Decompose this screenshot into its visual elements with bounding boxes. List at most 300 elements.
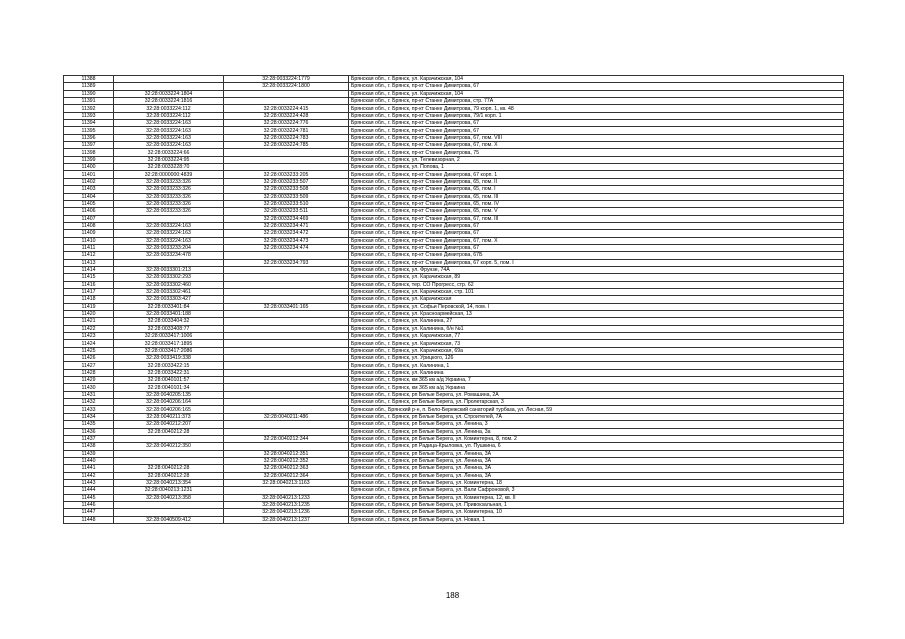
object-cadastral-number-cell xyxy=(224,296,349,303)
table-row xyxy=(64,288,844,295)
object-cadastral-number-cell: 32:28:0033224:776 xyxy=(224,120,349,127)
row-number-cell: 11398 xyxy=(64,149,114,156)
row-number-cell: 11417 xyxy=(64,288,114,295)
row-number-cell: 11432 xyxy=(64,399,114,406)
land-cadastral-number-cell: 32:28:0040212:28 xyxy=(114,465,224,472)
row-number-cell: 11434 xyxy=(64,413,114,420)
land-cadastral-number-cell: 32:28:0040509:412 xyxy=(114,516,224,523)
object-cadastral-number-cell xyxy=(224,369,349,376)
address-cell: Брянская обл., г. Брянск, рп Белые Берега, ул. Ленина, 3А xyxy=(349,465,844,472)
land-cadastral-number-cell: 32:28:0033224:163 xyxy=(114,142,224,149)
row-number-cell: 11410 xyxy=(64,237,114,244)
object-cadastral-number-cell: 32:28:0033401:165 xyxy=(224,303,349,310)
table-row xyxy=(64,465,844,472)
row-number-cell: 11430 xyxy=(64,384,114,391)
land-cadastral-number-cell: 32:28:0033233:326 xyxy=(114,193,224,200)
address-cell: Брянская обл., г. Брянск, рп Белые Берега, ул. Вали Сафроновой, 3 xyxy=(349,487,844,494)
row-number-cell: 11429 xyxy=(64,377,114,384)
row-number-cell: 11437 xyxy=(64,435,114,442)
address-cell: Брянская обл., г. Брянск, пр-кт Станке Димитрова, 65, пом. IV xyxy=(349,200,844,207)
object-cadastral-number-cell xyxy=(224,399,349,406)
object-cadastral-number-cell: 32:28:0040212:363 xyxy=(224,465,349,472)
address-cell: Брянская обл., г. Брянск, рп Белые Берега, ул. Новая, 1 xyxy=(349,516,844,523)
object-cadastral-number-cell: 32:28:0040213:1163 xyxy=(224,479,349,486)
table-row xyxy=(64,333,844,340)
row-number-cell: 11402 xyxy=(64,178,114,185)
object-cadastral-number-cell xyxy=(224,355,349,362)
address-cell: Брянская обл., г. Брянск, ул. Софьи Перовской, 14, пом. I xyxy=(349,303,844,310)
land-cadastral-number-cell xyxy=(114,215,224,222)
address-cell: Брянская обл., г. Брянск, пр-кт Станке Димитрова, 67 xyxy=(349,83,844,90)
address-cell: Брянская обл., г. Брянск, пр-кт Станке Димитрова, 67 xyxy=(349,222,844,229)
land-cadastral-number-cell: 32:28:0033422:31 xyxy=(114,369,224,376)
object-cadastral-number-cell xyxy=(224,333,349,340)
address-cell: Брянская обл., г. Брянск, км 365 км а/д Украина, 7 xyxy=(349,377,844,384)
row-number-cell: 11408 xyxy=(64,222,114,229)
land-cadastral-number-cell: 32:28:0040101:34 xyxy=(114,384,224,391)
table-row xyxy=(64,186,844,193)
table-row xyxy=(64,340,844,347)
land-cadastral-number-cell: 32:28:0040212:28 xyxy=(114,472,224,479)
land-cadastral-number-cell: 32:28:0033422:15 xyxy=(114,362,224,369)
row-number-cell: 11414 xyxy=(64,266,114,273)
address-cell: Брянская обл., г. Брянск, рп Белые Берега, ул. Ромашина, 2А xyxy=(349,391,844,398)
land-cadastral-number-cell: 32:28:0033224:112 xyxy=(114,112,224,119)
address-cell: Брянская обл., Брянский р-н, п. Бело-Бережский санаторий турбаза, ул. Лесная, 59 xyxy=(349,406,844,413)
object-cadastral-number-cell xyxy=(224,406,349,413)
land-cadastral-number-cell: 32:28:0033234:478 xyxy=(114,252,224,259)
object-cadastral-number-cell: 32:28:0033233:509 xyxy=(224,193,349,200)
table-row xyxy=(64,164,844,171)
row-number-cell: 11405 xyxy=(64,200,114,207)
row-number-cell: 11448 xyxy=(64,516,114,523)
row-number-cell: 11446 xyxy=(64,501,114,508)
object-cadastral-number-cell xyxy=(224,377,349,384)
row-number-cell: 11444 xyxy=(64,487,114,494)
row-number-cell: 11389 xyxy=(64,83,114,90)
row-number-cell: 11428 xyxy=(64,369,114,376)
address-cell: Брянская обл., г. Брянск, ул. Калинина, б/н №1 xyxy=(349,325,844,332)
object-cadastral-number-cell: 32:28:0040212:364 xyxy=(224,472,349,479)
land-cadastral-number-cell: 32:28:0033224:163 xyxy=(114,230,224,237)
object-cadastral-number-cell: 32:28:0040212:351 xyxy=(224,450,349,457)
land-cadastral-number-cell: 32:28:0033233:326 xyxy=(114,208,224,215)
table-row xyxy=(64,171,844,178)
address-cell: Брянская обл., г. Брянск, ул. Фрунзе, 74А xyxy=(349,266,844,273)
object-cadastral-number-cell: 32:28:0040212:344 xyxy=(224,435,349,442)
address-cell: Брянская обл., г. Брянск, пр-кт Станке Димитрова, 67 корп. 1 xyxy=(349,171,844,178)
land-cadastral-number-cell: 32:28:0000000:4839 xyxy=(114,171,224,178)
object-cadastral-number-cell: 32:28:0033233:507 xyxy=(224,178,349,185)
object-cadastral-number-cell xyxy=(224,90,349,97)
row-number-cell: 11399 xyxy=(64,156,114,163)
address-cell: Брянская обл., г. Брянск, пр-кт Станке Димитрова, 67 корп. 5, пом. I xyxy=(349,259,844,266)
table-row xyxy=(64,156,844,163)
table-row xyxy=(64,501,844,508)
address-cell: Брянская обл., г. Брянск, рп Белые Берега, ул. Строителей, 7А xyxy=(349,413,844,420)
address-cell: Брянская обл., г. Брянск, пр-кт Станке Димитрова, 79 корп. 1, кв. 48 xyxy=(349,105,844,112)
land-cadastral-number-cell: 32:28:0033224:163 xyxy=(114,237,224,244)
object-cadastral-number-cell: 32:28:0040213:1233 xyxy=(224,494,349,501)
address-cell: Брянская обл., г. Брянск, пр-кт Станке Димитрова, 67, пом. VIII xyxy=(349,134,844,141)
object-cadastral-number-cell xyxy=(224,443,349,450)
row-number-cell: 11407 xyxy=(64,215,114,222)
row-number-cell: 11445 xyxy=(64,494,114,501)
table-row xyxy=(64,311,844,318)
land-cadastral-number-cell: 32:28:0033224:95 xyxy=(114,156,224,163)
land-cadastral-number-cell: 32:28:0033224:66 xyxy=(114,149,224,156)
row-number-cell: 11401 xyxy=(64,171,114,178)
address-cell: Брянская обл., г. Брянск, ул. Красноармейская, 13 xyxy=(349,311,844,318)
object-cadastral-number-cell xyxy=(224,421,349,428)
land-cadastral-number-cell: 32:28:0033233:326 xyxy=(114,200,224,207)
address-cell: Брянская обл., г. Брянск, ул. Попова, 1 xyxy=(349,164,844,171)
register-table-body xyxy=(64,76,844,524)
table-row xyxy=(64,296,844,303)
land-cadastral-number-cell: 32:28:0040212:207 xyxy=(114,421,224,428)
address-cell: Брянская обл., г. Брянск, пр-кт Станке Димитрова, 65, пом. I xyxy=(349,186,844,193)
row-number-cell: 11423 xyxy=(64,333,114,340)
object-cadastral-number-cell xyxy=(224,252,349,259)
object-cadastral-number-cell: 32:28:0033224:1779 xyxy=(224,76,349,83)
land-cadastral-number-cell xyxy=(114,76,224,83)
land-cadastral-number-cell: 32:28:0033224:163 xyxy=(114,222,224,229)
table-row xyxy=(64,120,844,127)
row-number-cell: 11413 xyxy=(64,259,114,266)
row-number-cell: 11431 xyxy=(64,391,114,398)
address-cell: Брянская обл., г. Брянск, ул. Карачижская, 77 xyxy=(349,333,844,340)
table-row xyxy=(64,428,844,435)
row-number-cell: 11412 xyxy=(64,252,114,259)
land-cadastral-number-cell: 32:28:0033224:112 xyxy=(114,105,224,112)
land-cadastral-number-cell: 32:28:0033224:163 xyxy=(114,120,224,127)
table-row xyxy=(64,266,844,273)
land-cadastral-number-cell: 32:28:0033228:70 xyxy=(114,164,224,171)
land-cadastral-number-cell: 32:28:0033233:326 xyxy=(114,186,224,193)
row-number-cell: 11418 xyxy=(64,296,114,303)
land-cadastral-number-cell xyxy=(114,435,224,442)
address-cell: Брянская обл., г. Брянск, рп Белые Берега, ул. Ленина, 3А xyxy=(349,450,844,457)
object-cadastral-number-cell: 32:28:0033224:428 xyxy=(224,112,349,119)
row-number-cell: 11420 xyxy=(64,311,114,318)
address-cell: Брянская обл., г. Брянск, рп Белые Берега, ул. Ленина, 3А xyxy=(349,472,844,479)
address-cell: Брянская обл., г. Брянск, рп Белые Берега, ул. Коминтерна, 12, кв. II xyxy=(349,494,844,501)
address-cell: Брянская обл., г. Брянск, пр-кт Станке Димитрова, 67 xyxy=(349,120,844,127)
land-cadastral-number-cell: 32:28:0033302:293 xyxy=(114,274,224,281)
table-row xyxy=(64,222,844,229)
land-cadastral-number-cell xyxy=(114,457,224,464)
table-row xyxy=(64,193,844,200)
land-cadastral-number-cell: 32:28:0033224:1804 xyxy=(114,90,224,97)
table-row xyxy=(64,98,844,105)
table-row xyxy=(64,83,844,90)
table-row xyxy=(64,413,844,420)
address-cell: Брянская обл., г. Брянск, пр-кт Станке Димитрова, стр. 77А xyxy=(349,98,844,105)
object-cadastral-number-cell: 32:28:0033233:511 xyxy=(224,208,349,215)
land-cadastral-number-cell: 32:28:0033302:461 xyxy=(114,288,224,295)
address-cell: Брянская обл., г. Брянск, рп Белые Берега, ул. Коминтерна, 10 xyxy=(349,509,844,516)
object-cadastral-number-cell xyxy=(224,340,349,347)
row-number-cell: 11419 xyxy=(64,303,114,310)
row-number-cell: 11396 xyxy=(64,134,114,141)
object-cadastral-number-cell xyxy=(224,318,349,325)
object-cadastral-number-cell: 32:28:0040213:1236 xyxy=(224,509,349,516)
land-cadastral-number-cell: 32:28:0040212:28 xyxy=(114,428,224,435)
land-cadastral-number-cell xyxy=(114,83,224,90)
object-cadastral-number-cell xyxy=(224,428,349,435)
address-cell: Брянская обл., г. Брянск, ул. Урицкого, 126 xyxy=(349,355,844,362)
address-cell: Брянская обл., г. Брянск, пр-кт Станке Димитрова, 65, пом. II xyxy=(349,178,844,185)
land-cadastral-number-cell: 32:28:0033408:77 xyxy=(114,325,224,332)
land-cadastral-number-cell: 32:28:0033301:213 xyxy=(114,266,224,273)
land-cadastral-number-cell: 32:28:0040212:350 xyxy=(114,443,224,450)
address-cell: Брянская обл., г. Брянск, пр-кт Станке Димитрова, 65, пом. III xyxy=(349,193,844,200)
table-row xyxy=(64,259,844,266)
object-cadastral-number-cell xyxy=(224,164,349,171)
land-cadastral-number-cell: 32:28:0040206:165 xyxy=(114,406,224,413)
address-cell: Брянская обл., г. Брянск, ул. Карачижская, 104 xyxy=(349,90,844,97)
row-number-cell: 11425 xyxy=(64,347,114,354)
row-number-cell: 11427 xyxy=(64,362,114,369)
object-cadastral-number-cell xyxy=(224,156,349,163)
object-cadastral-number-cell xyxy=(224,149,349,156)
address-cell: Брянская обл., г. Брянск, пр-кт Станке Димитрова, 67 xyxy=(349,230,844,237)
table-row xyxy=(64,494,844,501)
land-cadastral-number-cell: 32:28:0040205:135 xyxy=(114,391,224,398)
table-row xyxy=(64,399,844,406)
row-number-cell: 11394 xyxy=(64,120,114,127)
table-row xyxy=(64,252,844,259)
table-row xyxy=(64,377,844,384)
object-cadastral-number-cell: 32:28:0033233:510 xyxy=(224,200,349,207)
address-cell: Брянская обл., г. Брянск, ул. Карачижская xyxy=(349,296,844,303)
table-row xyxy=(64,178,844,185)
land-cadastral-number-cell: 32:28:0040213:1231 xyxy=(114,487,224,494)
object-cadastral-number-cell: 32:28:0033234:471 xyxy=(224,222,349,229)
table-row xyxy=(64,76,844,83)
land-cadastral-number-cell: 32:28:0040101:57 xyxy=(114,377,224,384)
object-cadastral-number-cell xyxy=(224,288,349,295)
row-number-cell: 11440 xyxy=(64,457,114,464)
land-cadastral-number-cell: 32:28:0033224:1816 xyxy=(114,98,224,105)
table-row xyxy=(64,355,844,362)
table-row xyxy=(64,134,844,141)
object-cadastral-number-cell: 32:28:0033234:793 xyxy=(224,259,349,266)
address-cell: Брянская обл., г. Брянск, рп Белые Берега, ул. Привокзальная, 1 xyxy=(349,501,844,508)
row-number-cell: 11392 xyxy=(64,105,114,112)
address-cell: Брянская обл., г. Брянск, пр-кт Станке Димитрова, 65, пом. V xyxy=(349,208,844,215)
row-number-cell: 11441 xyxy=(64,465,114,472)
address-cell: Брянская обл., г. Брянск, ул. Телевизорная, 2 xyxy=(349,156,844,163)
address-cell: Брянская обл., г. Брянск, пр-кт Станке Димитрова, 75 xyxy=(349,149,844,156)
address-cell: Брянская обл., г. Брянск, ул. Калинина xyxy=(349,369,844,376)
land-cadastral-number-cell: 32:28:0033417:1006 xyxy=(114,333,224,340)
object-cadastral-number-cell: 32:28:0033234:469 xyxy=(224,215,349,222)
table-row xyxy=(64,215,844,222)
table-row xyxy=(64,244,844,251)
address-cell: Брянская обл., г. Брянск, рп Белые Берега, ул. Коминтерна, 18 xyxy=(349,479,844,486)
land-cadastral-number-cell: 32:28:0040213:358 xyxy=(114,494,224,501)
address-cell: Брянская обл., г. Брянск, пр-кт Станке Димитрова, 67 xyxy=(349,244,844,251)
row-number-cell: 11421 xyxy=(64,318,114,325)
row-number-cell: 11415 xyxy=(64,274,114,281)
land-cadastral-number-cell: 32:28:0040213:354 xyxy=(114,479,224,486)
table-row xyxy=(64,318,844,325)
object-cadastral-number-cell xyxy=(224,384,349,391)
object-cadastral-number-cell xyxy=(224,311,349,318)
object-cadastral-number-cell: 32:28:0033234:472 xyxy=(224,230,349,237)
row-number-cell: 11406 xyxy=(64,208,114,215)
object-cadastral-number-cell: 32:28:0033233:205 xyxy=(224,171,349,178)
row-number-cell: 11435 xyxy=(64,421,114,428)
land-cadastral-number-cell xyxy=(114,509,224,516)
row-number-cell: 11443 xyxy=(64,479,114,486)
address-cell: Брянская обл., г. Брянск, рп Белые Берега, ул. Ленина, 3а xyxy=(349,428,844,435)
row-number-cell: 11438 xyxy=(64,443,114,450)
row-number-cell: 11403 xyxy=(64,186,114,193)
table-row xyxy=(64,127,844,134)
table-row xyxy=(64,479,844,486)
row-number-cell: 11404 xyxy=(64,193,114,200)
row-number-cell: 11391 xyxy=(64,98,114,105)
row-number-cell: 11393 xyxy=(64,112,114,119)
object-cadastral-number-cell: 32:28:0040212:352 xyxy=(224,457,349,464)
row-number-cell: 11388 xyxy=(64,76,114,83)
table-row xyxy=(64,406,844,413)
row-number-cell: 11426 xyxy=(64,355,114,362)
address-cell: Брянская обл., г. Брянск, рп Белые Берега, ул. Ленина, 3А xyxy=(349,457,844,464)
address-cell: Брянская обл., г. Брянск, пр-кт Станке Димитрова, 67, пом. X xyxy=(349,237,844,244)
land-cadastral-number-cell: 32:28:0033303:427 xyxy=(114,296,224,303)
object-cadastral-number-cell xyxy=(224,98,349,105)
address-cell: Брянская обл., г. Брянск, рп Белые Берега, ул. Пролетарская, 3 xyxy=(349,399,844,406)
land-cadastral-number-cell: 32:28:0033417:1895 xyxy=(114,340,224,347)
address-cell: Брянская обл., г. Брянск, ул. Карачижская, 104 xyxy=(349,76,844,83)
table-row xyxy=(64,237,844,244)
object-cadastral-number-cell: 32:28:0033224:785 xyxy=(224,142,349,149)
address-cell: Брянская обл., г. Брянск, пр-кт Станке Димитрова, 67, пом. X xyxy=(349,142,844,149)
row-number-cell: 11395 xyxy=(64,127,114,134)
table-row xyxy=(64,112,844,119)
address-cell: Брянская обл., г. Брянск, рп Радица-Крыловка, ул. Пушкина, 6 xyxy=(349,443,844,450)
table-row xyxy=(64,369,844,376)
object-cadastral-number-cell: 32:28:0033224:781 xyxy=(224,127,349,134)
table-row xyxy=(64,457,844,464)
address-cell: Брянская обл., г. Брянск, пр-кт Станке Димитрова, 67Б xyxy=(349,252,844,259)
table-row xyxy=(64,421,844,428)
row-number-cell: 11424 xyxy=(64,340,114,347)
address-cell: Брянская обл., г. Брянск, км 365 км а/д Украина xyxy=(349,384,844,391)
table-row xyxy=(64,487,844,494)
object-cadastral-number-cell: 32:28:0040211:486 xyxy=(224,413,349,420)
land-cadastral-number-cell: 32:28:0033404:32 xyxy=(114,318,224,325)
object-cadastral-number-cell: 32:28:0033224:783 xyxy=(224,134,349,141)
table-row xyxy=(64,105,844,112)
land-cadastral-number-cell: 32:28:0033417:2086 xyxy=(114,347,224,354)
table-row xyxy=(64,472,844,479)
object-cadastral-number-cell: 32:28:0033234:473 xyxy=(224,237,349,244)
object-cadastral-number-cell xyxy=(224,266,349,273)
row-number-cell: 11397 xyxy=(64,142,114,149)
row-number-cell: 11447 xyxy=(64,509,114,516)
table-row xyxy=(64,274,844,281)
object-cadastral-number-cell: 32:28:0040213:1237 xyxy=(224,516,349,523)
row-number-cell: 11433 xyxy=(64,406,114,413)
address-cell: Брянская обл., г. Брянск, ул. Калинина, 1 xyxy=(349,362,844,369)
row-number-cell: 11400 xyxy=(64,164,114,171)
land-cadastral-number-cell: 32:28:0033233:204 xyxy=(114,244,224,251)
address-cell: Брянская обл., г. Брянск, тер. СО Прогресс, стр. 62 xyxy=(349,281,844,288)
table-row xyxy=(64,142,844,149)
table-row xyxy=(64,208,844,215)
table-row xyxy=(64,450,844,457)
land-cadastral-number-cell xyxy=(114,501,224,508)
row-number-cell: 11390 xyxy=(64,90,114,97)
address-cell: Брянская обл., г. Брянск, ул. Калинина, 27 xyxy=(349,318,844,325)
object-cadastral-number-cell: 32:28:0033234:474 xyxy=(224,244,349,251)
object-cadastral-number-cell xyxy=(224,325,349,332)
land-cadastral-number-cell: 32:28:0033401:84 xyxy=(114,303,224,310)
row-number-cell: 11442 xyxy=(64,472,114,479)
object-cadastral-number-cell xyxy=(224,487,349,494)
register-table xyxy=(63,75,844,524)
land-cadastral-number-cell: 32:28:0040206:164 xyxy=(114,399,224,406)
object-cadastral-number-cell: 32:28:0033224:415 xyxy=(224,105,349,112)
land-cadastral-number-cell: 32:28:0033224:163 xyxy=(114,134,224,141)
land-cadastral-number-cell: 32:28:0040211:373 xyxy=(114,413,224,420)
table-row xyxy=(64,391,844,398)
table-row xyxy=(64,435,844,442)
address-cell: Брянская обл., г. Брянск, ул. Карачижская, 73 xyxy=(349,340,844,347)
table-row xyxy=(64,443,844,450)
table-row xyxy=(64,509,844,516)
object-cadastral-number-cell xyxy=(224,281,349,288)
table-row xyxy=(64,303,844,310)
table-row xyxy=(64,516,844,523)
row-number-cell: 11436 xyxy=(64,428,114,435)
land-cadastral-number-cell: 32:28:0033224:163 xyxy=(114,127,224,134)
table-row xyxy=(64,281,844,288)
table-row xyxy=(64,362,844,369)
land-cadastral-number-cell: 32:28:0033401:188 xyxy=(114,311,224,318)
object-cadastral-number-cell xyxy=(224,274,349,281)
land-cadastral-number-cell: 32:28:0033419:338 xyxy=(114,355,224,362)
row-number-cell: 11409 xyxy=(64,230,114,237)
land-cadastral-number-cell xyxy=(114,450,224,457)
object-cadastral-number-cell xyxy=(224,347,349,354)
object-cadastral-number-cell xyxy=(224,391,349,398)
page-number: 188 xyxy=(445,591,460,600)
address-cell: Брянская обл., г. Брянск, рп Белые Берега, ул. Коминтерна, 8, пом. 2 xyxy=(349,435,844,442)
table-row xyxy=(64,200,844,207)
table-row xyxy=(64,149,844,156)
address-cell: Брянская обл., г. Брянск, ул. Карачижская, 89 xyxy=(349,274,844,281)
table-row xyxy=(64,90,844,97)
land-cadastral-number-cell: 32:28:0033233:326 xyxy=(114,178,224,185)
land-cadastral-number-cell xyxy=(114,259,224,266)
table-row xyxy=(64,230,844,237)
object-cadastral-number-cell xyxy=(224,362,349,369)
address-cell: Брянская обл., г. Брянск, ул. Карачижская, 69а xyxy=(349,347,844,354)
address-cell: Брянская обл., г. Брянск, пр-кт Станке Димитрова, 67, пом. III xyxy=(349,215,844,222)
table-row xyxy=(64,347,844,354)
object-cadastral-number-cell: 32:28:0033224:1800 xyxy=(224,83,349,90)
table-row xyxy=(64,384,844,391)
object-cadastral-number-cell: 32:28:0033233:508 xyxy=(224,186,349,193)
table-row xyxy=(64,325,844,332)
row-number-cell: 11411 xyxy=(64,244,114,251)
address-cell: Брянская обл., г. Брянск, ул. Карачижская, стр. 101 xyxy=(349,288,844,295)
